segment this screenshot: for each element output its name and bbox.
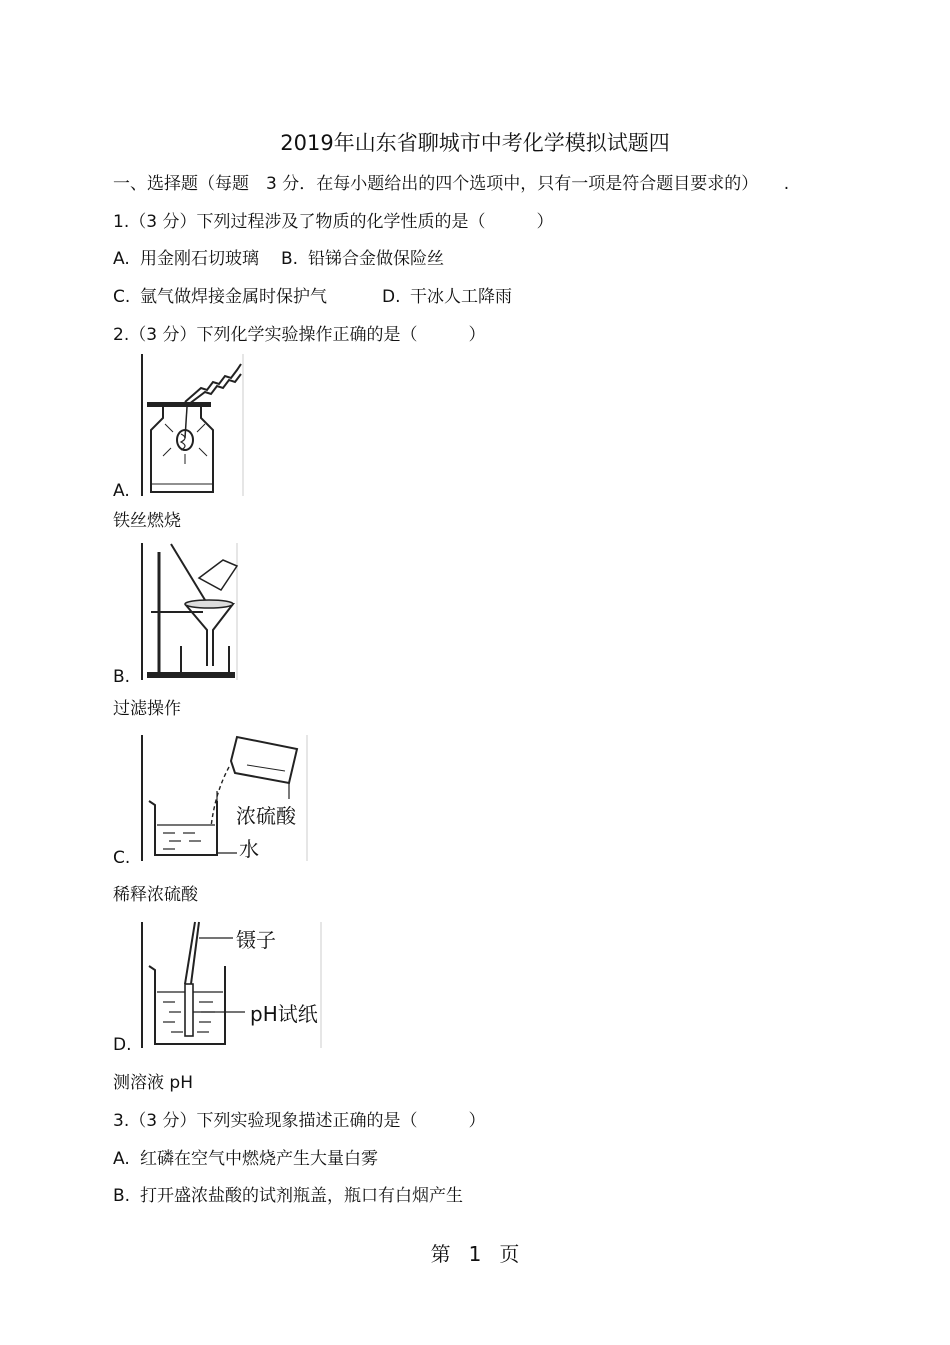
q3-option-b-letter: B. <box>113 1186 131 1206</box>
page-footer <box>0 1242 950 1266</box>
q1-option-a-text: 用金刚石切玻璃 <box>140 249 259 269</box>
q3-option-a-letter: A. <box>113 1149 130 1169</box>
q1-option-d-text: 干冰人工降雨 <box>410 287 512 307</box>
q1-option-a-letter: A. <box>113 249 130 269</box>
document-title: 2019年山东省聊城市中考化学模拟试题四 <box>280 131 670 155</box>
q2-option-c-letter: C. <box>113 848 131 868</box>
q2-option-a-letter: A. <box>113 481 130 501</box>
question-1-stem: 1.（3 分）下列过程涉及了物质的化学性质的是（ ） <box>113 212 554 232</box>
footer-prefix: 第 <box>430 1242 451 1266</box>
q3-option-a-text: 红磷在空气中燃烧产生大量白雾 <box>140 1149 378 1169</box>
figure-filtration <box>141 542 239 682</box>
figure-measure-ph <box>141 920 323 1050</box>
figure-iron-wire-burning <box>141 352 245 498</box>
question-3-stem: 3.（3 分）下列实验现象描述正确的是（ ） <box>113 1111 486 1131</box>
q2-option-a-caption: 铁丝燃烧 <box>113 511 181 531</box>
footer-suffix: 页 <box>499 1242 520 1266</box>
q2-option-d-letter: D. <box>113 1035 132 1055</box>
label-water: 水 <box>239 837 259 861</box>
q1-option-b-letter: B. <box>281 249 299 269</box>
label-ph-paper: pH试纸 <box>250 1002 318 1026</box>
page-number: 1 <box>468 1242 482 1266</box>
figure-dilute-sulfuric-acid <box>141 733 309 863</box>
label-tweezers: 镊子 <box>236 928 276 952</box>
q1-option-c-letter: C. <box>113 287 131 307</box>
q1-option-d-letter: D. <box>382 287 401 307</box>
question-2-stem: 2.（3 分）下列化学实验操作正确的是（ ） <box>113 325 486 345</box>
q2-option-b-caption: 过滤操作 <box>113 699 181 719</box>
q2-option-b-letter: B. <box>113 667 131 687</box>
q2-option-d-caption: 测溶液 pH <box>113 1073 193 1093</box>
section-heading: 一、选择题（每题 3 分．在每小题给出的四个选项中，只有一项是符合题目要求的） . <box>113 174 790 194</box>
q1-option-c-text: 氩气做焊接金属时保护气 <box>140 287 327 307</box>
q1-option-b-text: 铅锑合金做保险丝 <box>308 249 444 269</box>
q2-option-c-caption: 稀释浓硫酸 <box>113 885 198 905</box>
q3-option-b-text: 打开盛浓盐酸的试剂瓶盖，瓶口有白烟产生 <box>140 1186 463 1206</box>
label-concentrated-sulfuric-acid: 浓硫酸 <box>236 804 296 828</box>
